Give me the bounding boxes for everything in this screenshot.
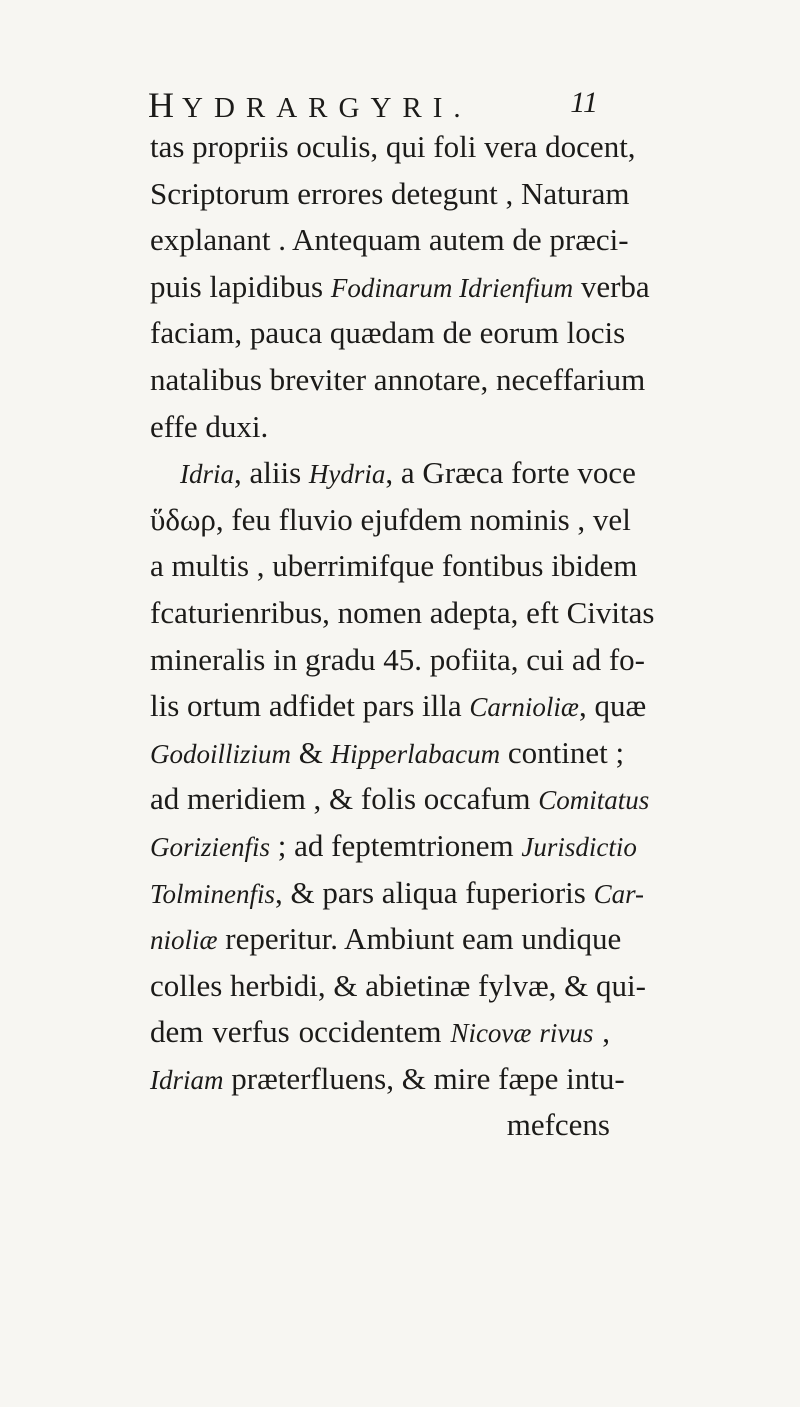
text-run: mineralis in gradu 45. pofiita, cui ad fo- (150, 641, 646, 677)
text-line (150, 730, 625, 777)
text-line (150, 776, 650, 823)
text-run: & (291, 734, 331, 770)
text-line (150, 497, 631, 544)
text-run: fcaturienribus, nomen adepta, eft Civitas (150, 594, 655, 630)
text-run: , (593, 1014, 610, 1050)
text-run: , aliis (234, 455, 309, 491)
text-line (150, 870, 645, 917)
italic-run: Carnioliæ (469, 692, 579, 723)
text-run: mefcens (506, 1107, 610, 1143)
text-run: præterfluens, & mire fæpe intu- (223, 1060, 625, 1096)
text-run: , quæ (578, 688, 647, 724)
italic-run: Car- (593, 878, 645, 909)
text-line (150, 543, 638, 590)
page-number: 11 (570, 86, 598, 119)
text-run: natalibus breviter annotare, neceffarium (150, 361, 646, 397)
running-head (148, 84, 598, 128)
text-line (150, 171, 630, 218)
text-line (150, 124, 636, 171)
text-line (150, 637, 646, 684)
text-run: ad meridiem , & folis occafum (150, 781, 539, 817)
text-run: ; ad feptemtrionem (270, 827, 522, 863)
text-line (150, 916, 622, 963)
italic-run: Jurisdictio (521, 831, 637, 862)
text-run: Scriptorum errores detegunt , Naturam (150, 175, 630, 211)
text-run: lis ortum adfidet pars illa (150, 688, 470, 724)
text-line (150, 1009, 610, 1056)
text-run: ὕδωρ, feu fluvio ejufdem nominis , vel (150, 501, 631, 537)
italic-run: Gorizienfis (150, 831, 271, 862)
text-run: explanant . Antequam autem de præci- (150, 222, 629, 258)
running-head-title-rest: YDRARGYRI. (182, 92, 472, 124)
text-line (150, 310, 626, 357)
italic-run: Idria (180, 459, 234, 490)
italic-run: Tolminenfis (150, 878, 276, 909)
text-line (150, 357, 646, 404)
text-line (150, 1102, 610, 1149)
text-line (150, 450, 636, 497)
italic-run: nioliæ (150, 925, 218, 956)
text-run: , & pars aliqua fuperioris (275, 874, 594, 910)
italic-run: Fodinarum Idrienfium (330, 272, 574, 303)
text-line (150, 404, 610, 451)
text-run: effe duxi. (150, 408, 269, 444)
text-run: reperitur. Ambiunt eam undique (217, 921, 622, 957)
text-run: faciam, pauca quædam de eorum locis (150, 315, 626, 351)
italic-run: Hipperlabacum (330, 738, 501, 769)
text-run: verba (573, 268, 650, 304)
italic-run: Comitatus (538, 785, 650, 816)
text-run: continet ; (500, 734, 625, 770)
text-run: tas propriis oculis, qui foli vera docent, (150, 129, 636, 164)
text-run: , a Græca forte voce (385, 455, 636, 491)
italic-run: Idriam (150, 1064, 224, 1095)
text-run: puis lapidibus (150, 268, 331, 304)
running-head-title (148, 84, 472, 126)
text-line (150, 823, 637, 870)
italic-run: Nicovæ rivus (450, 1018, 594, 1049)
running-head-initial: H (148, 85, 182, 125)
text-line (150, 217, 629, 264)
text-line (150, 1056, 625, 1103)
text-line (150, 590, 655, 637)
italic-run: Hydria (308, 459, 386, 490)
text-line (150, 963, 646, 1010)
text-run: dem verfus occidentem (150, 1014, 451, 1050)
text-line (150, 683, 647, 730)
italic-run: Godoillizium (150, 738, 292, 769)
text-run: colles herbidi, & abietinæ fylvæ, & qui- (150, 967, 646, 1003)
body-text (150, 124, 655, 1149)
text-line (150, 264, 650, 311)
text-run: a multis , uberrimifque fontibus ibidem (150, 548, 638, 584)
